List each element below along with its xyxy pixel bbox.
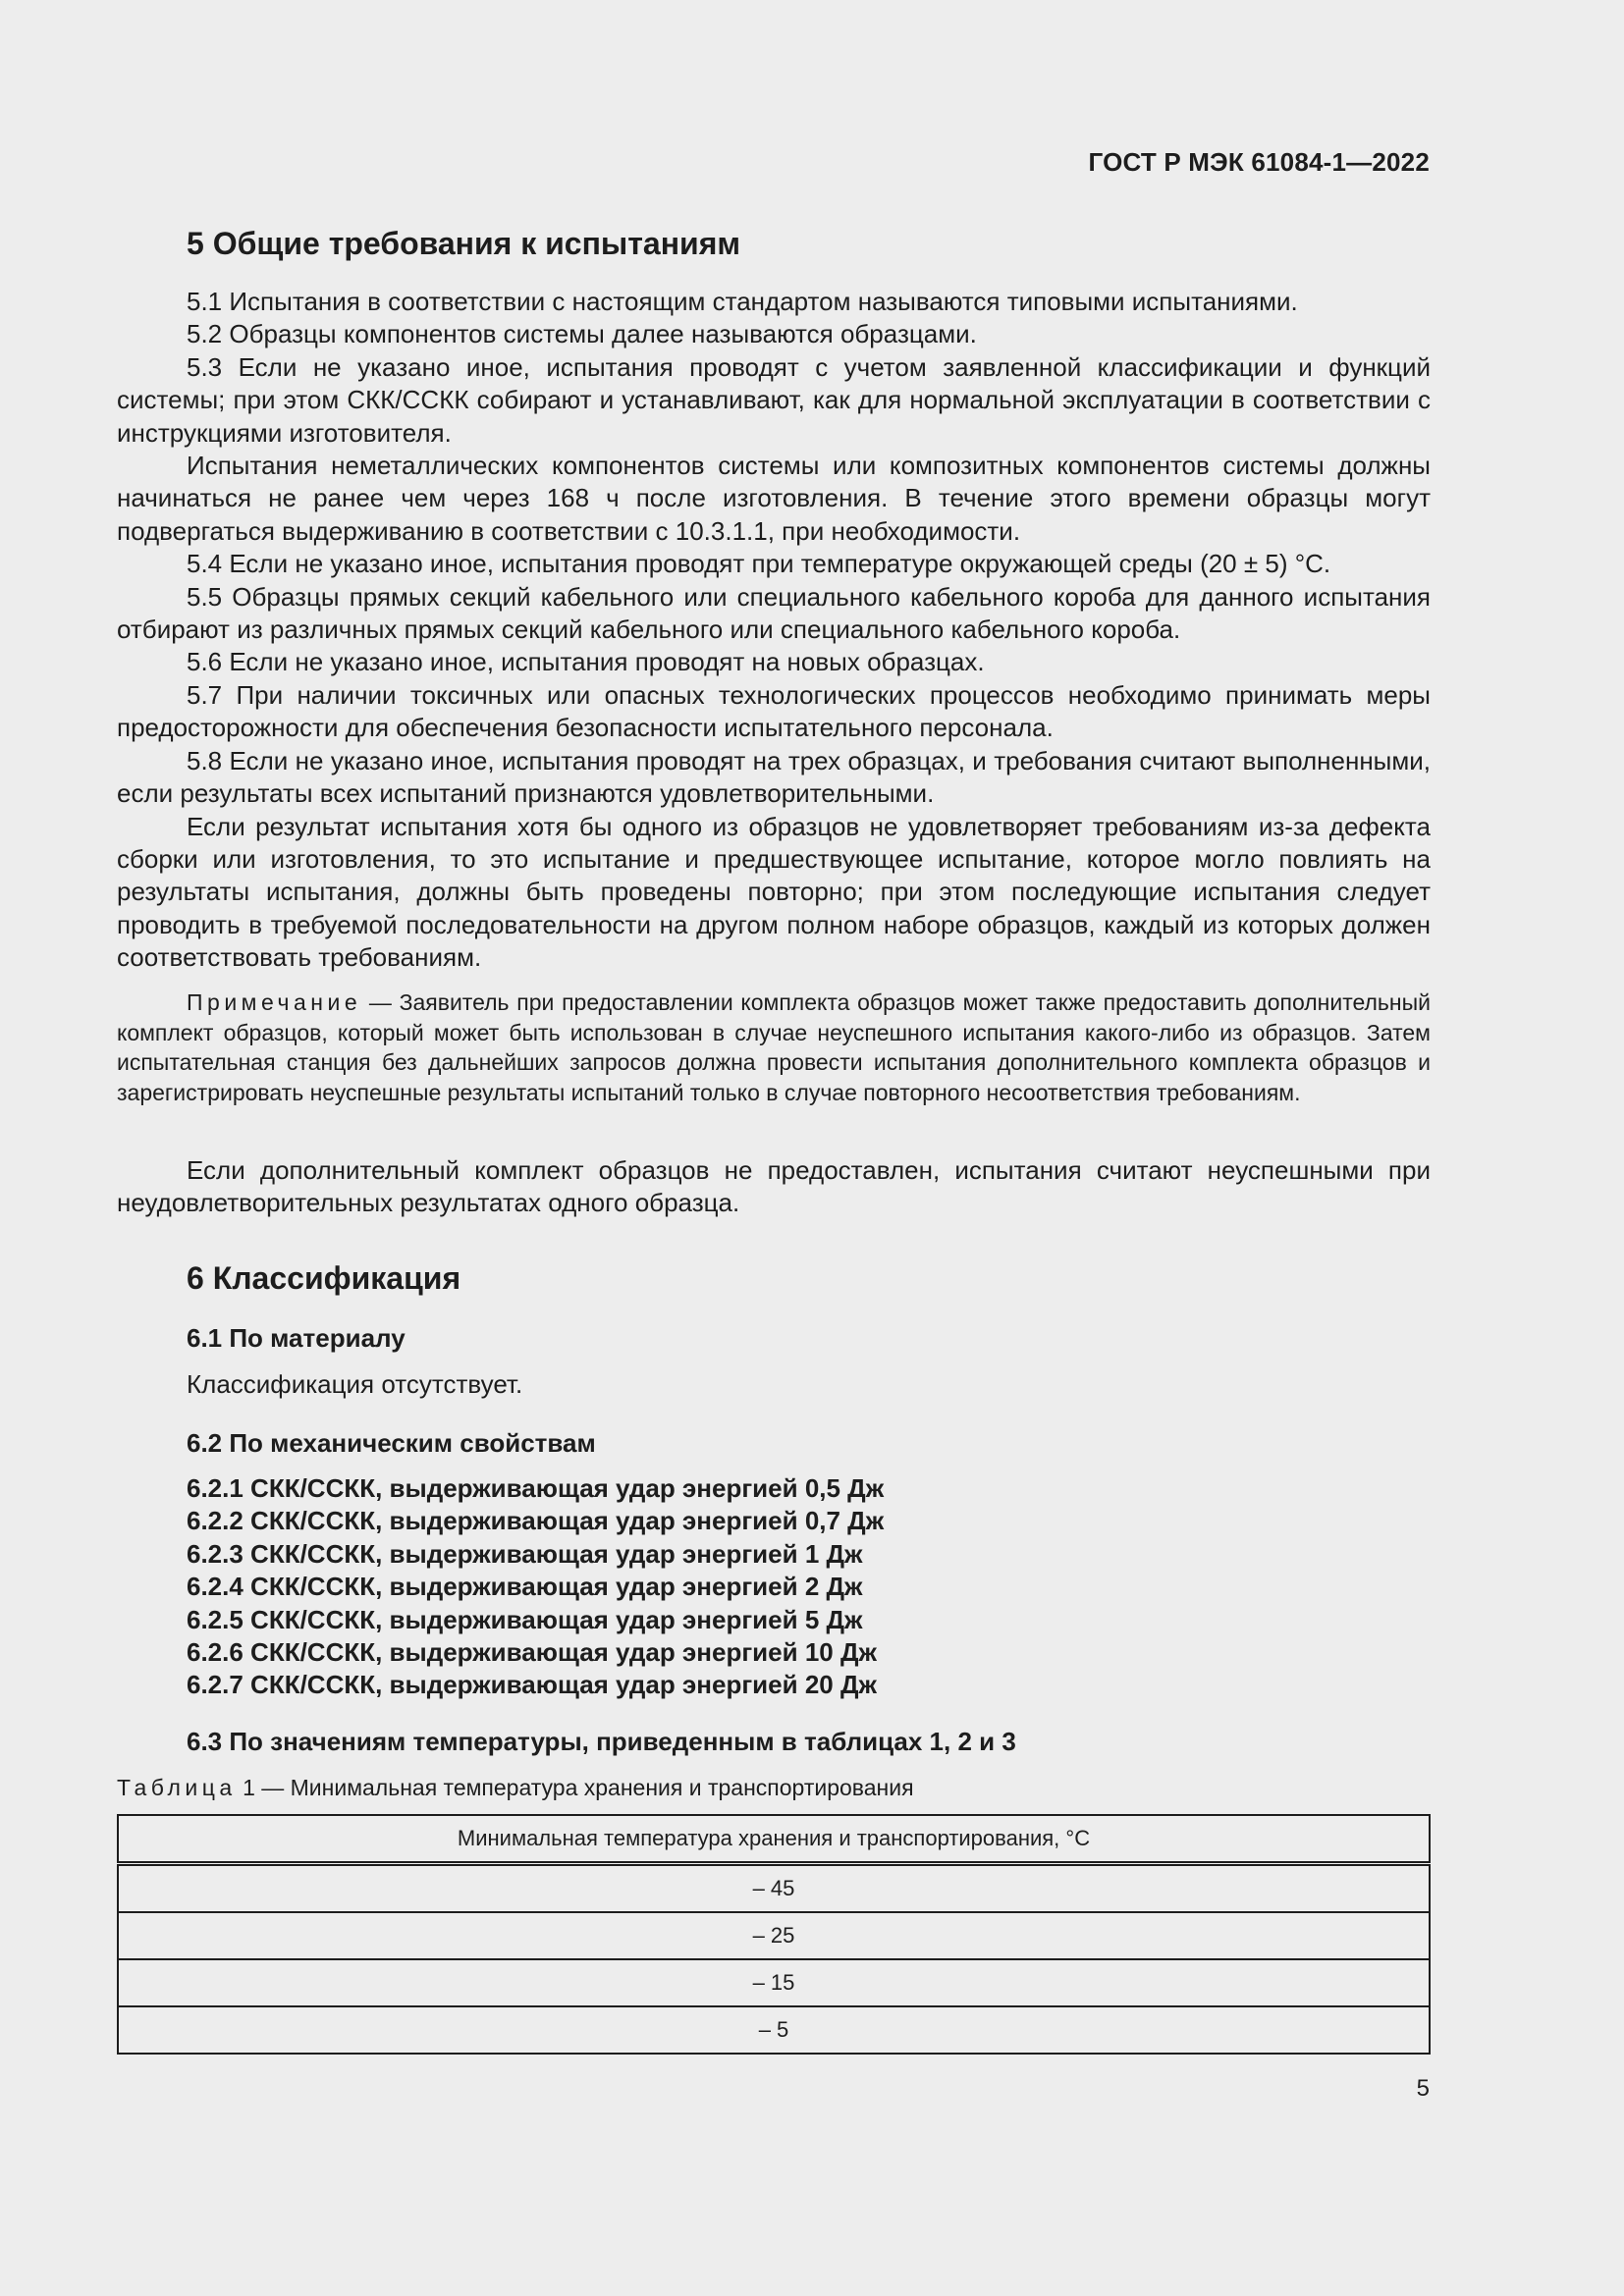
subsection-6-1-body [117, 1368, 1431, 1401]
para-5-7: 5.7 При наличии токсичных или опасных технологических процессов необходимо принимать меры предосторожности для обеспечения безопасности испытательного персонала. [117, 679, 1431, 743]
subsection-6-3-title: 6.3 По значениям температуры, приведенным в таблицах 1, 2 и 3 [187, 1727, 1016, 1756]
section-6-title: 6 Классификация [187, 1260, 461, 1296]
para-5-4: 5.4 Если не указано иное, испытания проводят при температуре окружающей среды (20 ± 5) °С. [187, 549, 1331, 579]
table-cell: – 5 [118, 2006, 1430, 2054]
subsection-6-1-text: Классификация отсутствует. [187, 1369, 523, 1399]
subsection-6-1-title: 6.1 По материалу [187, 1323, 406, 1353]
table-row [118, 1959, 1430, 2006]
table-1-caption [117, 1773, 1431, 1802]
table-row [118, 1912, 1430, 1959]
table-cell: – 15 [118, 1959, 1430, 2006]
item-6-2-1: 6.2.1 СКК/ССКК, выдерживающая удар энергией 0,5 Дж [187, 1473, 885, 1503]
item-6-2-4: 6.2.4 СКК/ССКК, выдерживающая удар энергией 2 Дж [187, 1572, 863, 1602]
after-note-block [117, 1154, 1431, 1220]
note-block [117, 988, 1431, 1107]
document-code: ГОСТ Р МЭК 61084-1—2022 [1088, 147, 1430, 177]
table-row [118, 1864, 1430, 1913]
subsection-6-2-list [117, 1472, 1431, 1702]
table-caption-label: Таблица [117, 1775, 237, 1800]
item-6-2-6: 6.2.6 СКК/ССКК, выдерживающая удар энергией 10 Дж [187, 1637, 877, 1668]
table-caption-text: 1 — Минимальная температура хранения и транспортирования [243, 1775, 914, 1800]
item-6-2-2: 6.2.2 СКК/ССКК, выдерживающая удар энергией 0,7 Дж [187, 1506, 885, 1536]
after-note-paragraph: Если дополнительный комплект образцов не предоставлен, испытания считают неуспешными при неудовлетворительных результатах одного образца. [117, 1155, 1431, 1218]
para-5-2: 5.2 Образцы компонентов системы далее называются образцами. [187, 319, 977, 349]
section-5-title: 5 Общие требования к испытаниям [187, 226, 741, 261]
item-6-2-7: 6.2.7 СКК/ССКК, выдерживающая удар энергией 20 Дж [187, 1670, 877, 1700]
note-label: Примечание [187, 989, 362, 1015]
para-5-5: 5.5 Образцы прямых секций кабельного или специального кабельного короба для данного испытания отбирают из различных прямых секций кабельного или специального кабельного короба. [117, 581, 1431, 645]
section-5-body [117, 286, 1431, 975]
note [117, 988, 1431, 1107]
item-6-2-3: 6.2.3 СКК/ССКК, выдерживающая удар энергией 1 Дж [187, 1538, 863, 1569]
para-5-3-cont: Испытания неметаллических компонентов системы или композитных компонентов системы должны начинаться не ранее чем через 168 ч после изготовления. В течение этого времени образцы могут подвергаться выдерживанию в соответствии с 10.3.1.1, при необходимости. [117, 451, 1431, 546]
section-5 [117, 226, 1431, 262]
para-5-6: 5.6 Если не указано иное, испытания проводят на новых образцах. [187, 647, 985, 677]
table-cell: – 25 [118, 1912, 1430, 1959]
note-text: — Заявитель при предоставлении комплекта образцов может также предоставить дополнительный комплект образцов, который может быть использован в случае неуспешного испытания какого-либо из образцов. Затем испытательная станция без дальнейших запросов должна провести испытания дополнительного комплекта образцов и зарегистрировать неуспешные результаты испытаний только в случае повторного несоответствия требованиям. [117, 989, 1431, 1105]
table-cell: – 45 [118, 1864, 1430, 1913]
table-header-cell: Минимальная температура хранения и транспортирования, °С [118, 1815, 1430, 1864]
table-header-row [118, 1815, 1430, 1864]
subsection-6-1 [117, 1323, 1431, 1354]
item-6-2-5: 6.2.5 СКК/ССКК, выдерживающая удар энергией 5 Дж [187, 1604, 863, 1634]
section-6 [117, 1260, 1431, 1297]
subsection-6-2-title: 6.2 По механическим свойствам [187, 1428, 596, 1458]
subsection-6-2 [117, 1428, 1431, 1459]
page-number: 5 [1416, 2075, 1430, 2102]
para-5-3: 5.3 Если не указано иное, испытания проводят с учетом заявленной классификации и функций системы; при этом СКК/ССКК собирают и устанавливают, как для нормальной эксплуатации в соответствии с инструкциями изготовителя. [117, 351, 1431, 448]
table-1 [117, 1814, 1431, 2055]
table-row [118, 2006, 1430, 2054]
para-5-8: 5.8 Если не указано иное, испытания проводят на трех образцах, и требования считают выполненными, если результаты всех испытаний признаются удовлетворительными. [117, 745, 1431, 809]
para-5-8-cont: Если результат испытания хотя бы одного из образцов не удовлетворяет требованиям из-за дефекта сборки или изготовления, то это испытание и предшествующее испытание, которое могло повлиять на результаты испытания, должны быть проведены повторно; при этом последующие испытания следует проводить в требуемой последовательности на другом полном наборе образцов, каждый из которых должен соответствовать требованиям. [117, 811, 1431, 973]
para-5-1: 5.1 Испытания в соответствии с настоящим стандартом называются типовыми испытаниями. [187, 287, 1298, 316]
subsection-6-3 [117, 1727, 1431, 1757]
